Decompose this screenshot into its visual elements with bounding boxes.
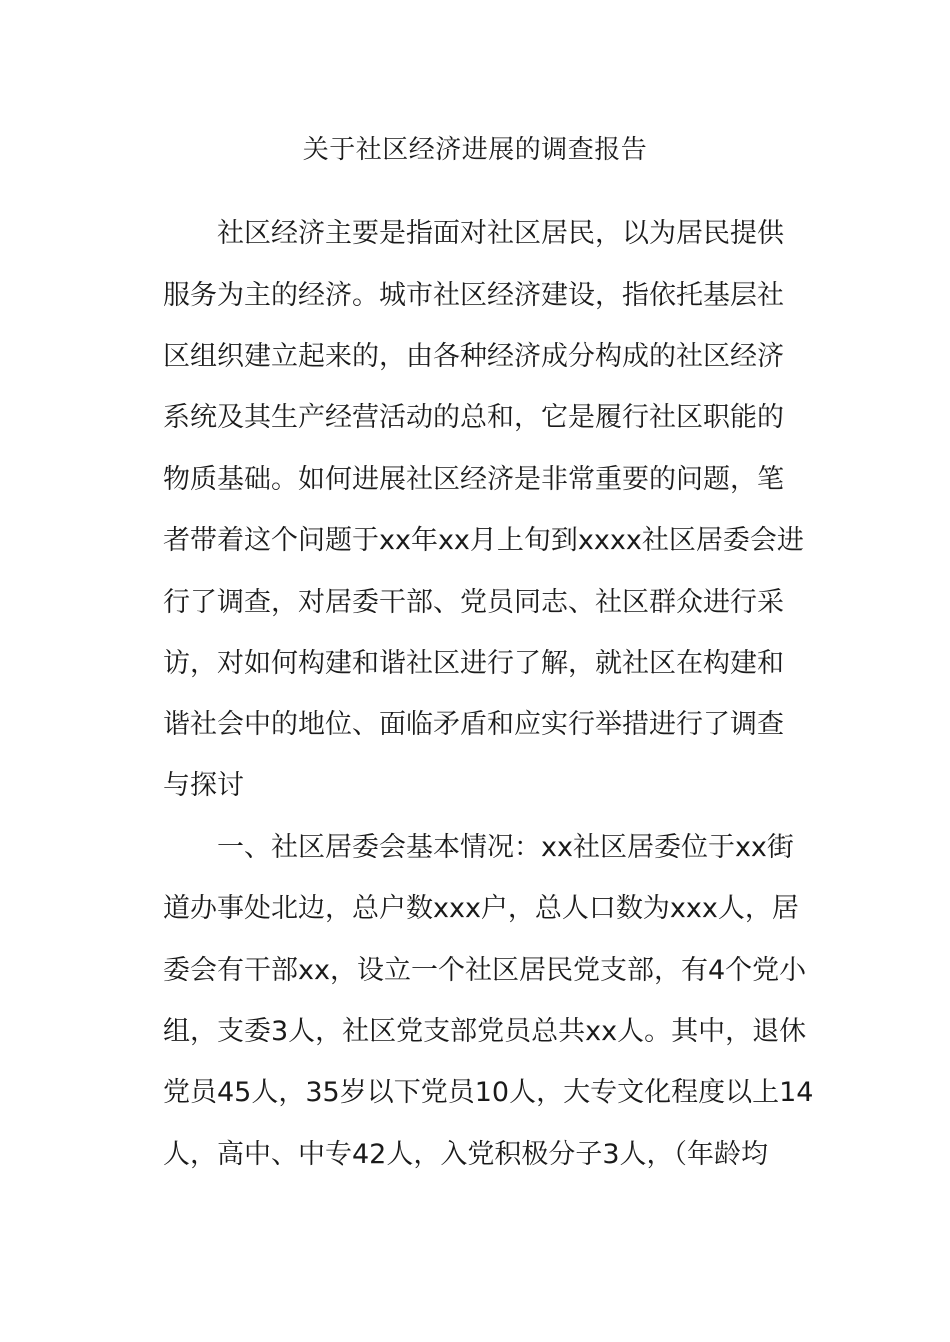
- paragraph-2-line-3: 委会有干部xx，设立一个社区居民党支部，有4个党小: [163, 955, 807, 986]
- paragraph-2-line-6: 人，高中、中专42人，入党积极分子3人，（年龄均: [163, 1139, 769, 1170]
- document-title: 关于社区经济进展的调查报告: [302, 135, 648, 165]
- paragraph-2-line-1: 一、社区居委会基本情况：xx社区居委位于xx街: [217, 832, 794, 863]
- paragraph-1-line-4: 系统及其生产经营活动的总和，它是履行社区职能的: [163, 402, 784, 433]
- paragraph-1-line-6: 者带着这个问题于xx年xx月上旬到xxxx社区居委会进: [163, 525, 804, 556]
- paragraph-2-line-5: 党员45人，35岁以下党员10人，大专文化程度以上14: [163, 1077, 814, 1108]
- paragraph-1-line-1: 社区经济主要是指面对社区居民，以为居民提供: [217, 218, 784, 249]
- paragraph-1-line-7: 行了调查，对居委干部、党员同志、社区群众进行采: [163, 587, 784, 618]
- paragraph-1-line-2: 服务为主的经济。城市社区经济建设，指依托基层社: [163, 280, 784, 311]
- paragraph-1-line-5: 物质基础。如何进展社区经济是非常重要的问题，笔: [163, 464, 784, 495]
- paragraph-1-line-10: 与探讨: [163, 770, 244, 801]
- paragraph-2-line-4: 组，支委3人，社区党支部党员总共xx人。其中，退休: [163, 1016, 807, 1047]
- paragraph-1-line-8: 访，对如何构建和谐社区进行了解，就社区在构建和: [163, 648, 784, 679]
- paragraph-1-line-3: 区组织建立起来的，由各种经济成分构成的社区经济: [163, 341, 784, 372]
- paragraph-1-line-9: 谐社会中的地位、面临矛盾和应实行举措进行了调查: [163, 709, 784, 740]
- paragraph-2-line-2: 道办事处北边，总户数xxx户，总人口数为xxx人，居: [163, 893, 799, 924]
